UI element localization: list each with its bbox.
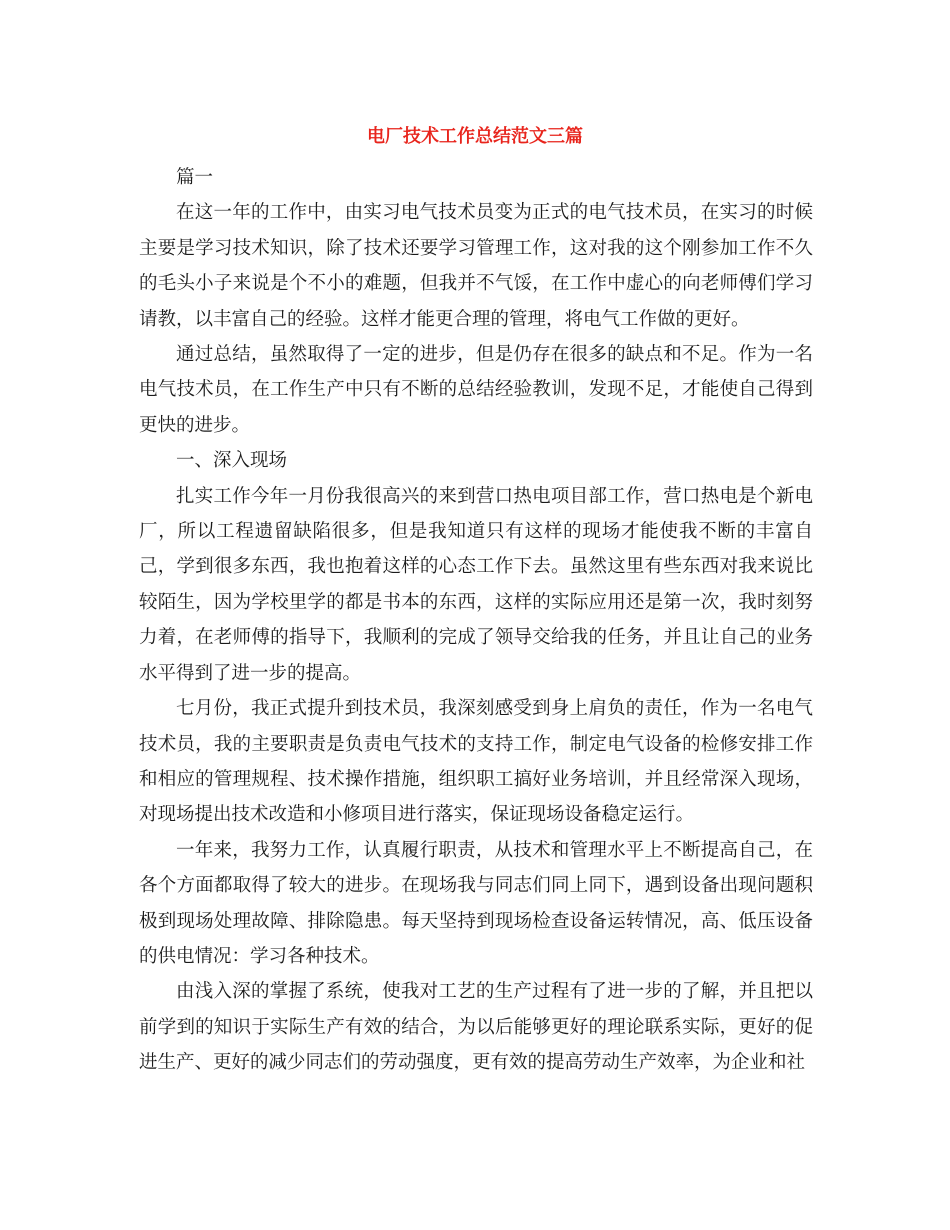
document-body <box>139 160 813 1081</box>
paragraph: 七月份，我正式提升到技术员，我深刻感受到身上肩负的责任，作为一名电气技术员，我的主要职责是负责电气技术的支持工作，制定电气设备的检修安排工作和相应的管理规程、技术操作措施，组织职工搞好业务培训，并且经常深入现场，对现场提出技术改造和小修项目进行落实，保证现场设备稳定运行。 <box>139 698 813 826</box>
paragraph: 由浅入深的掌握了系统，使我对工艺的生产过程有了进一步的了解，并且把以前学到的知识于实际生产有效的结合，为以后能够更好的理论联系实际，更好的促进生产、更好的减少同志们的劳动强度，更有效的提高劳动生产效率，为企业和社 <box>139 981 813 1074</box>
section-label: 篇一 <box>176 167 214 188</box>
paragraph: 在这一年的工作中，由实习电气技术员变为正式的电气技术员，在实习的时候主要是学习技术知识，除了技术还要学习管理工作，这对我的这个刚参加工作不久的毛头小子来说是个不小的难题，但我并不气馁，在工作中虚心的向老师傅们学习请教，以丰富自己的经验。这样才能更合理的管理，将电气工作做的更好。 <box>139 202 813 330</box>
paragraph: 通过总结，虽然取得了一定的进步，但是仍存在很多的缺点和不足。作为一名电气技术员，在工作生产中只有不断的总结经验教训，发现不足，才能使自己得到更快的进步。 <box>139 344 813 436</box>
section-heading: 一、深入现场 <box>176 450 288 472</box>
document-title: 电厂技术工作总结范文三篇 <box>367 126 583 147</box>
paragraph: 一年来，我努力工作，认真履行职责，从技术和管理水平上不断提高自己，在各个方面都取得了较大的进步。在现场我与同志们同上同下，遇到设备出现问题积极到现场处理故障、排除隐患。每天坚持到现场检查设备运转情况，高、低压设备的供电情况：学习各种技术。 <box>139 839 813 967</box>
paragraph: 扎实工作今年一月份我很高兴的来到营口热电项目部工作，营口热电是个新电厂，所以工程遗留缺陷很多，但是我知道只有这样的现场才能使我不断的丰富自己，学到很多东西，我也抱着这样的心态工作下去。虽然这里有些东西对我来说比较陌生，因为学校里学的都是书本的东西，这样的实际应用还是第一次，我时刻努力着，在老师傅的指导下，我顺利的完成了领导交给我的任务，并且让自己的业务水平得到了进一步的提高。 <box>139 485 813 684</box>
